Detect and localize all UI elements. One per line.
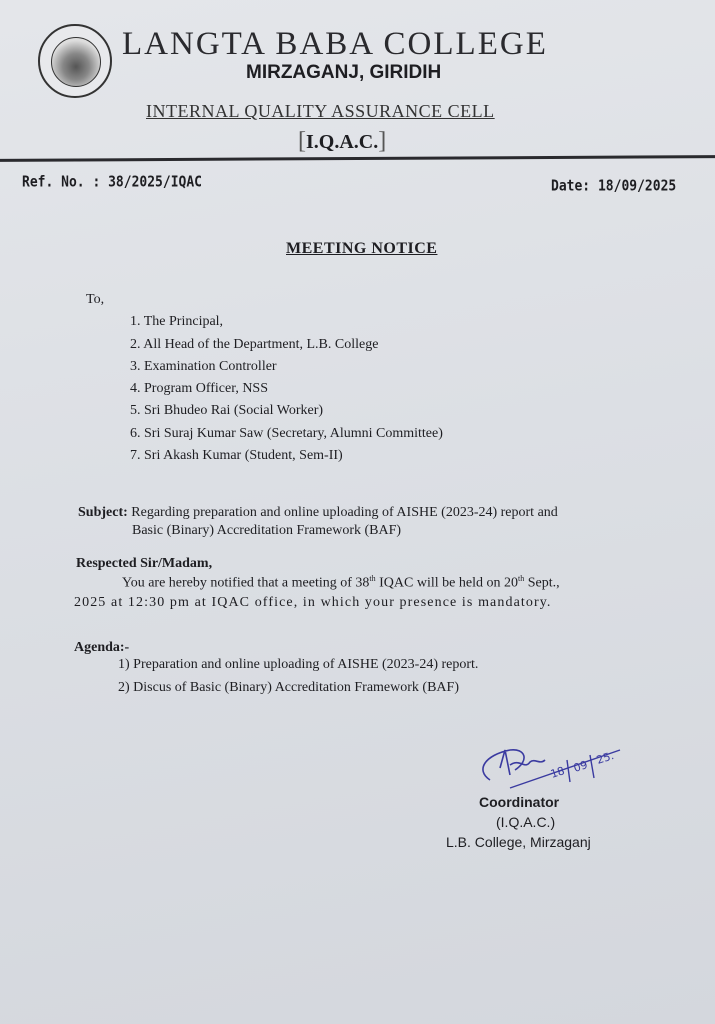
body-line-1: [122, 574, 560, 592]
notice-date: Date: 18/09/2025: [551, 177, 677, 196]
salutation: Respected Sir/Madam,: [76, 556, 213, 571]
recipient-item: 4. Program Officer, NSS: [130, 381, 268, 396]
subject-line-2: Basic (Binary) Accreditation Framework (BAF): [132, 523, 402, 538]
subject-line-1: Regarding preparation and online uploading of AISHE (2023-24) report and: [127, 505, 558, 520]
ordinal-suffix: th: [369, 574, 376, 583]
svg-text:09: 09: [571, 758, 590, 775]
college-name: LANGTA BABA COLLEGE: [122, 26, 548, 62]
bracket-close: ]: [378, 128, 387, 154]
reference-number: Ref. No. : 38/2025/IQAC: [22, 173, 203, 192]
body-text: Sept.,: [524, 575, 560, 591]
signatory-unit: (I.Q.A.C.): [496, 814, 556, 830]
recipient-item: 7. Sri Akash Kumar (Student, Sem-II): [130, 448, 343, 463]
subject: [78, 504, 558, 540]
recipient-item: 1. The Principal,: [130, 314, 224, 329]
agenda-label: Agenda:-: [74, 640, 130, 655]
recipient-item: 2. All Head of the Department, L.B. College: [130, 337, 379, 352]
college-seal-logo: [38, 24, 112, 98]
signatory-role: Coordinator: [479, 794, 560, 810]
svg-text:18: 18: [548, 764, 567, 781]
signatory-institution: L.B. College, Mirzaganj: [446, 834, 591, 850]
ordinal-suffix: th: [517, 574, 525, 583]
cell-abbreviation: [298, 128, 386, 155]
recipient-item: 3. Examination Controller: [130, 359, 277, 374]
recipient-item: 5. Sri Bhudeo Rai (Social Worker): [130, 403, 324, 418]
college-location: MIRZAGANJ, GIRIDIH: [246, 62, 442, 83]
notice-title: MEETING NOTICE: [286, 240, 438, 257]
body-line-2: 2025 at 12:30 pm at IQAC office, in which your presence is mandatory.: [74, 595, 552, 610]
body-text: You are hereby notified that a meeting of 38: [122, 575, 370, 591]
agenda-item: 1) Preparation and online uploading of AISHE (2023-24) report.: [118, 657, 479, 672]
header-divider: [0, 155, 715, 162]
cell-abbr-text: I.Q.A.C.: [306, 131, 379, 153]
subject-label: Subject:: [78, 505, 128, 520]
handwritten-signature: [470, 740, 630, 800]
cell-name: INTERNAL QUALITY ASSURANCE CELL: [146, 101, 495, 121]
svg-text:25.: 25.: [594, 749, 616, 767]
body-text: IQAC will be held on 20: [375, 575, 518, 591]
bracket-open: [: [298, 128, 306, 154]
to-label: To,: [86, 292, 105, 307]
agenda-item: 2) Discus of Basic (Binary) Accreditation Framework (BAF): [118, 680, 459, 695]
recipient-item: 6. Sri Suraj Kumar Saw (Secretary, Alumni Committee): [130, 426, 443, 441]
